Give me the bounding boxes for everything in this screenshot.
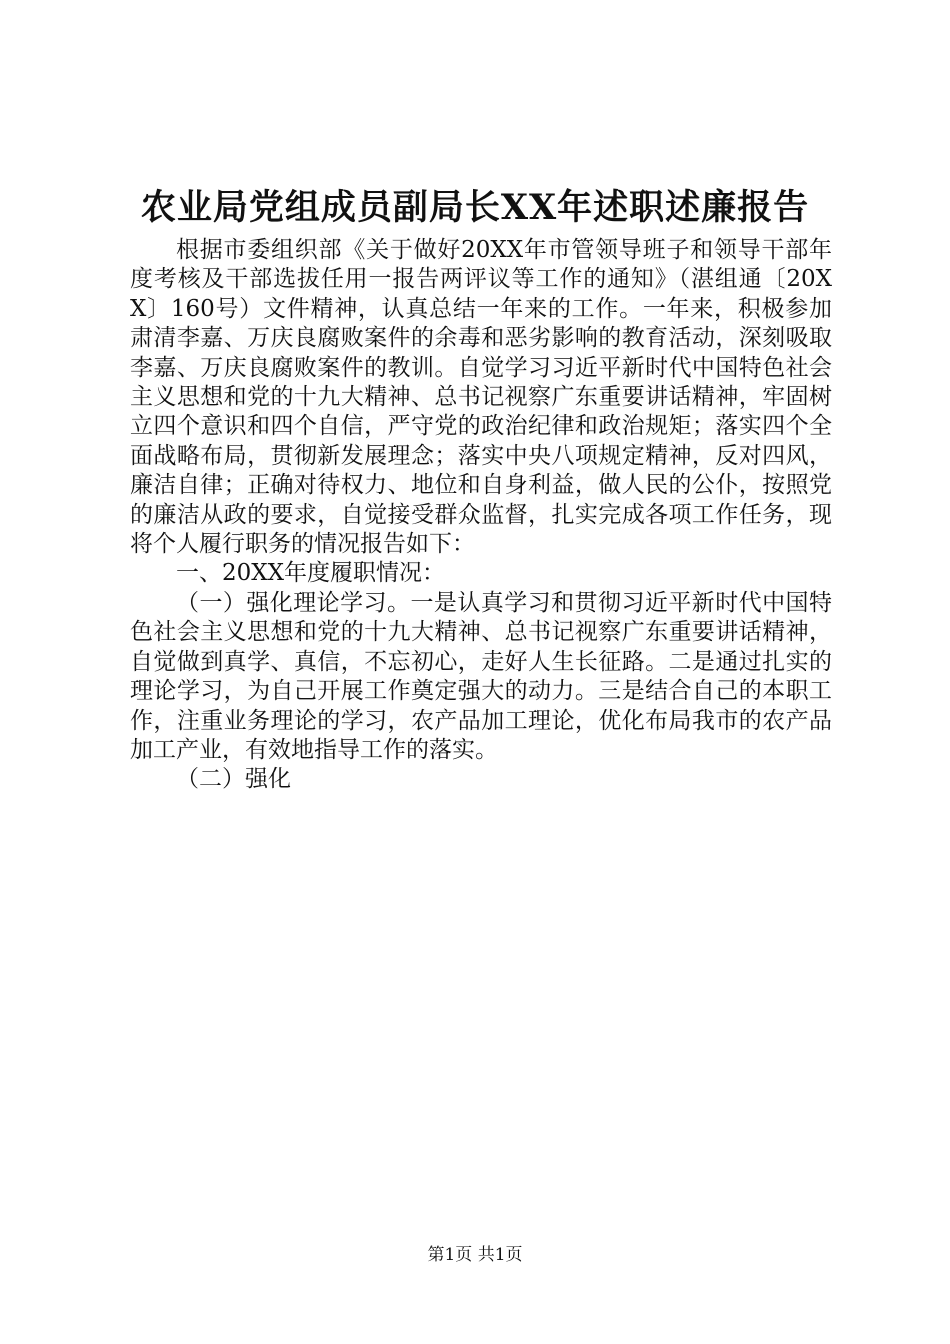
paragraph-theory-study: （一）强化理论学习。一是认真学习和贯彻习近平新时代中国特色社会主义思想和党的十九大精神、总书记视察广东重要讲话精神，自觉做到真学、真信，不忘初心，走好人生长征路。二是通过扎实的理论学习，为自己开展工作奠定强大的动力。三是结合自己的本职工作，注重业务理论的学习，农产品加工理论，优化布局我市的农产品加工产业，有效地指导工作的落实。 bbox=[130, 589, 832, 763]
paragraph-intro: 根据市委组织部《关于做好20XX年市管领导班子和领导干部年度考核及干部选拔任用一报告两评议等工作的通知》（湛组通〔20XX〕160号）文件精神，认真总结一年来的工作。一年来，积极参加肃清李嘉、万庆良腐败案件的余毒和恶劣影响的教育活动，深刻吸取李嘉、万庆良腐败案件的教训。自觉学习习近平新时代中国特色社会主义思想和党的十九大精神、总书记视察广东重要讲话精神，牢固树立四个意识和四个自信，严守党的政治纪律和政治规矩；落实四个全面战略布局，贯彻新发展理念；落实中央八项规定精神，反对四风，廉洁自律；正确对待权力、地位和自身利益，做人民的公仆，按照党的廉洁从政的要求，自觉接受群众监督，扎实完成各项工作任务，现将个人履行职务的情况报告如下： bbox=[130, 237, 832, 558]
paragraph-strengthen: （二）强化 bbox=[176, 766, 291, 793]
document-title: 农业局党组成员副局长XX年述职述廉报告 bbox=[140, 187, 810, 228]
document-body bbox=[130, 236, 832, 795]
page-number-footer: 第1页 共1页 bbox=[427, 1245, 523, 1265]
paragraph-section-heading: 一、20XX年度履职情况： bbox=[176, 560, 446, 587]
